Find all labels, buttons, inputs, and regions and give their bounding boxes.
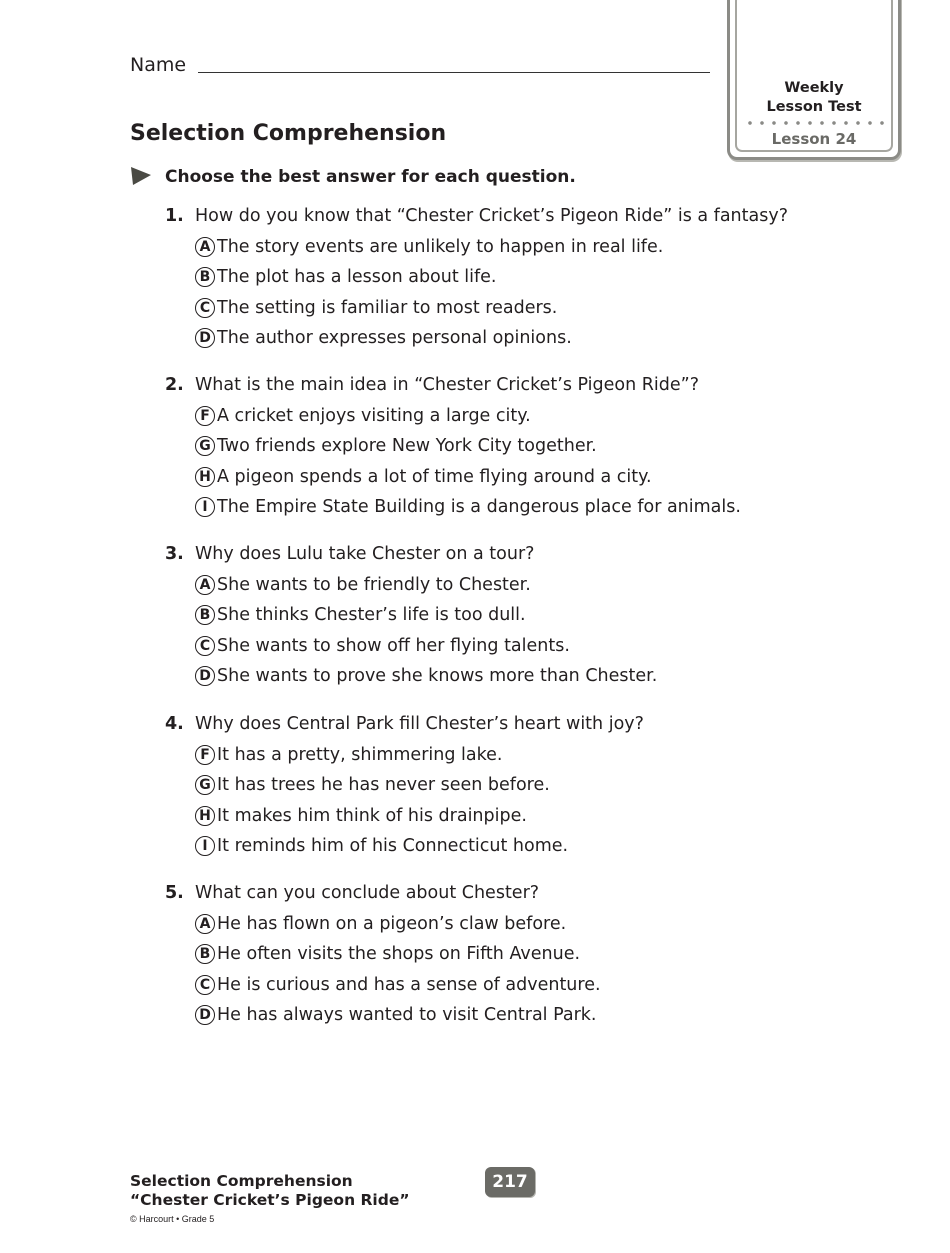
- badge-lesson-number: Lesson 24: [771, 130, 857, 148]
- question-number: 4.: [165, 714, 184, 734]
- choice-text: A pigeon spends a lot of time flying around a city.: [217, 466, 652, 487]
- question-number: 1.: [165, 206, 184, 226]
- choice-text: He has flown on a pigeon’s claw before.: [217, 914, 567, 934]
- answer-bubble[interactable]: A: [195, 575, 215, 595]
- answer-bubble[interactable]: I: [195, 497, 215, 517]
- choice-text: He has always wanted to visit Central Park.: [217, 1004, 597, 1025]
- section-title: Selection Comprehension: [130, 121, 447, 146]
- name-input-line[interactable]: [198, 72, 710, 73]
- choice-text: The plot has a lesson about life.: [217, 267, 497, 288]
- answer-choice[interactable]: [195, 740, 865, 770]
- choice-text: She wants to prove she knows more than Chester.: [217, 665, 658, 686]
- footer-line2: “Chester Cricket’s Pigeon Ride”: [130, 1191, 410, 1209]
- answer-bubble[interactable]: B: [195, 267, 215, 287]
- question-5: [165, 878, 865, 1030]
- answer-bubble[interactable]: H: [195, 806, 215, 826]
- badge-line2: Lesson Test: [766, 99, 862, 115]
- question-1: [165, 201, 865, 353]
- choice-text: She wants to be friendly to Chester.: [217, 575, 531, 595]
- answer-bubble[interactable]: C: [195, 975, 215, 995]
- answer-choice[interactable]: [195, 661, 865, 691]
- badge-line1: Weekly: [784, 80, 844, 96]
- answer-bubble[interactable]: D: [195, 666, 215, 686]
- answer-choice[interactable]: [195, 939, 865, 969]
- answer-choice[interactable]: [195, 431, 865, 461]
- question-number: 5.: [165, 883, 184, 903]
- answer-bubble[interactable]: C: [195, 636, 215, 656]
- answer-choice[interactable]: [195, 970, 865, 1000]
- answer-bubble[interactable]: C: [195, 298, 215, 318]
- answer-bubble[interactable]: G: [195, 775, 215, 795]
- choice-text: Two friends explore New York City together.: [217, 436, 597, 457]
- question-text: How do you know that “Chester Cricket’s Pigeon Ride” is a fantasy?: [195, 206, 788, 226]
- question-number: 2.: [165, 375, 184, 395]
- question-text: What is the main idea in “Chester Cricket’s Pigeon Ride”?: [195, 375, 700, 395]
- answer-bubble[interactable]: B: [195, 944, 215, 964]
- answer-choice[interactable]: [195, 293, 865, 323]
- page-number: 217: [485, 1167, 535, 1197]
- choice-text: It has a pretty, shimmering lake.: [217, 745, 503, 765]
- answer-choice[interactable]: [195, 401, 865, 431]
- choice-text: He is curious and has a sense of adventure.: [217, 974, 601, 995]
- answer-choice[interactable]: [195, 1000, 865, 1030]
- choice-text: It reminds him of his Connecticut home.: [217, 835, 569, 856]
- footer-copyright: © Harcourt • Grade 5: [130, 1214, 215, 1224]
- weekly-lesson-test-badge: [727, 0, 901, 160]
- answer-bubble[interactable]: A: [195, 237, 215, 257]
- choice-text: She wants to show off her flying talents.: [217, 635, 570, 656]
- question-text: Why does Lulu take Chester on a tour?: [195, 544, 535, 564]
- answer-choice[interactable]: [195, 492, 865, 522]
- answer-choice[interactable]: [195, 323, 865, 353]
- name-label: Name: [130, 54, 187, 76]
- answer-choice[interactable]: [195, 909, 865, 939]
- choice-text: A cricket enjoys visiting a large city.: [217, 406, 531, 426]
- answer-bubble[interactable]: G: [195, 436, 215, 456]
- question-text: Why does Central Park fill Chester’s heart with joy?: [195, 714, 644, 734]
- answer-bubble[interactable]: H: [195, 467, 215, 487]
- choice-text: He often visits the shops on Fifth Avenue.: [217, 944, 581, 965]
- answer-bubble[interactable]: B: [195, 605, 215, 625]
- question-4: [165, 709, 865, 861]
- answer-bubble[interactable]: A: [195, 914, 215, 934]
- answer-choice[interactable]: [195, 232, 865, 262]
- answer-bubble[interactable]: I: [195, 836, 215, 856]
- answer-choice[interactable]: [195, 631, 865, 661]
- answer-bubble[interactable]: F: [195, 745, 215, 765]
- answer-bubble[interactable]: D: [195, 328, 215, 348]
- footer-title: [130, 1172, 410, 1210]
- footer-line1: Selection Comprehension: [130, 1172, 353, 1190]
- choice-text: The author expresses personal opinions.: [217, 327, 572, 348]
- answer-choice[interactable]: [195, 801, 865, 831]
- choice-text: The Empire State Building is a dangerous place for animals.: [217, 496, 741, 517]
- question-text: What can you conclude about Chester?: [195, 883, 540, 903]
- instructions: Choose the best answer for each question.: [165, 167, 576, 187]
- choice-text: The story events are unlikely to happen in real life.: [217, 237, 664, 257]
- choice-text: It has trees he has never seen before.: [217, 775, 550, 796]
- answer-choice[interactable]: [195, 262, 865, 292]
- answer-choice[interactable]: [195, 570, 865, 600]
- answer-choice[interactable]: [195, 770, 865, 800]
- answer-choice[interactable]: [195, 600, 865, 630]
- instruction-arrow-icon: [130, 166, 152, 186]
- answer-bubble[interactable]: F: [195, 406, 215, 426]
- question-3: [165, 539, 865, 691]
- badge-dotted-divider: [744, 120, 884, 126]
- question-2: [165, 370, 865, 522]
- answer-choice[interactable]: [195, 462, 865, 492]
- choice-text: The setting is familiar to most readers.: [217, 297, 558, 318]
- question-number: 3.: [165, 544, 184, 564]
- answer-choice[interactable]: [195, 831, 865, 861]
- choice-text: It makes him think of his drainpipe.: [217, 805, 527, 826]
- answer-bubble[interactable]: D: [195, 1005, 215, 1025]
- choice-text: She thinks Chester’s life is too dull.: [217, 605, 526, 626]
